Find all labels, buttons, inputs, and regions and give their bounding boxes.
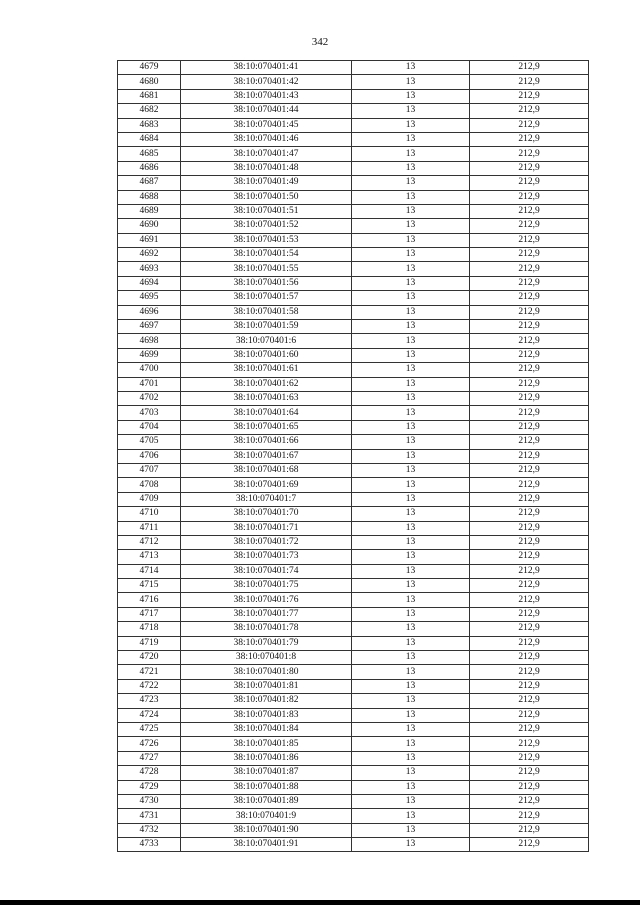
- table-row: [118, 291, 589, 305]
- area-cell: 212,9: [470, 535, 589, 549]
- area-cell: 212,9: [470, 219, 589, 233]
- row-number-cell: 4687: [118, 176, 181, 190]
- count-cell: 13: [352, 190, 470, 204]
- row-number-cell: 4727: [118, 751, 181, 765]
- cadastral-number-cell: 38:10:070401:82: [181, 694, 352, 708]
- table-row: [118, 838, 589, 852]
- table-row: [118, 161, 589, 175]
- count-cell: 13: [352, 89, 470, 103]
- table-row: [118, 262, 589, 276]
- row-number-cell: 4705: [118, 435, 181, 449]
- area-cell: 212,9: [470, 391, 589, 405]
- table-row: [118, 708, 589, 722]
- count-cell: 13: [352, 478, 470, 492]
- table-body: [118, 61, 589, 852]
- cadastral-number-cell: 38:10:070401:6: [181, 334, 352, 348]
- area-cell: 212,9: [470, 651, 589, 665]
- cadastral-number-cell: 38:10:070401:66: [181, 435, 352, 449]
- row-number-cell: 4698: [118, 334, 181, 348]
- area-cell: 212,9: [470, 449, 589, 463]
- cadastral-number-cell: 38:10:070401:54: [181, 248, 352, 262]
- table-row: [118, 665, 589, 679]
- table-row: [118, 636, 589, 650]
- count-cell: 13: [352, 636, 470, 650]
- count-cell: 13: [352, 722, 470, 736]
- cadastral-number-cell: 38:10:070401:46: [181, 132, 352, 146]
- area-cell: 212,9: [470, 377, 589, 391]
- count-cell: 13: [352, 507, 470, 521]
- area-cell: 212,9: [470, 463, 589, 477]
- table-row: [118, 391, 589, 405]
- row-number-cell: 4684: [118, 132, 181, 146]
- count-cell: 13: [352, 766, 470, 780]
- area-cell: 212,9: [470, 636, 589, 650]
- count-cell: 13: [352, 391, 470, 405]
- table-row: [118, 435, 589, 449]
- cadastral-number-cell: 38:10:070401:83: [181, 708, 352, 722]
- row-number-cell: 4732: [118, 823, 181, 837]
- count-cell: 13: [352, 550, 470, 564]
- area-cell: 212,9: [470, 737, 589, 751]
- count-cell: 13: [352, 320, 470, 334]
- count-cell: 13: [352, 291, 470, 305]
- document-table-container: [117, 60, 589, 852]
- area-cell: 212,9: [470, 233, 589, 247]
- row-number-cell: 4714: [118, 564, 181, 578]
- cadastral-number-cell: 38:10:070401:57: [181, 291, 352, 305]
- row-number-cell: 4688: [118, 190, 181, 204]
- cadastral-number-cell: 38:10:070401:47: [181, 147, 352, 161]
- count-cell: 13: [352, 161, 470, 175]
- table-row: [118, 363, 589, 377]
- cadastral-number-cell: 38:10:070401:58: [181, 305, 352, 319]
- cadastral-number-cell: 38:10:070401:89: [181, 794, 352, 808]
- table-row: [118, 751, 589, 765]
- area-cell: 212,9: [470, 492, 589, 506]
- cadastral-number-cell: 38:10:070401:65: [181, 420, 352, 434]
- cadastral-number-cell: 38:10:070401:71: [181, 521, 352, 535]
- count-cell: 13: [352, 204, 470, 218]
- count-cell: 13: [352, 233, 470, 247]
- area-cell: 212,9: [470, 406, 589, 420]
- area-cell: 212,9: [470, 521, 589, 535]
- table-row: [118, 305, 589, 319]
- row-number-cell: 4713: [118, 550, 181, 564]
- table-row: [118, 737, 589, 751]
- cadastral-number-cell: 38:10:070401:90: [181, 823, 352, 837]
- count-cell: 13: [352, 579, 470, 593]
- cadastral-number-cell: 38:10:070401:68: [181, 463, 352, 477]
- table-row: [118, 118, 589, 132]
- area-cell: 212,9: [470, 89, 589, 103]
- row-number-cell: 4706: [118, 449, 181, 463]
- table-row: [118, 190, 589, 204]
- cadastral-number-cell: 38:10:070401:63: [181, 391, 352, 405]
- count-cell: 13: [352, 708, 470, 722]
- cadastral-number-cell: 38:10:070401:8: [181, 651, 352, 665]
- cadastral-number-cell: 38:10:070401:60: [181, 348, 352, 362]
- table-row: [118, 794, 589, 808]
- table-row: [118, 809, 589, 823]
- area-cell: 212,9: [470, 780, 589, 794]
- area-cell: 212,9: [470, 708, 589, 722]
- count-cell: 13: [352, 823, 470, 837]
- table-row: [118, 622, 589, 636]
- row-number-cell: 4733: [118, 838, 181, 852]
- count-cell: 13: [352, 219, 470, 233]
- count-cell: 13: [352, 262, 470, 276]
- cadastral-number-cell: 38:10:070401:72: [181, 535, 352, 549]
- area-cell: 212,9: [470, 204, 589, 218]
- area-cell: 212,9: [470, 794, 589, 808]
- area-cell: 212,9: [470, 679, 589, 693]
- table-row: [118, 607, 589, 621]
- count-cell: 13: [352, 118, 470, 132]
- count-cell: 13: [352, 104, 470, 118]
- row-number-cell: 4720: [118, 651, 181, 665]
- row-number-cell: 4704: [118, 420, 181, 434]
- area-cell: 212,9: [470, 823, 589, 837]
- cadastral-number-cell: 38:10:070401:84: [181, 722, 352, 736]
- row-number-cell: 4695: [118, 291, 181, 305]
- count-cell: 13: [352, 794, 470, 808]
- cadastral-number-cell: 38:10:070401:86: [181, 751, 352, 765]
- row-number-cell: 4719: [118, 636, 181, 650]
- count-cell: 13: [352, 176, 470, 190]
- table-row: [118, 651, 589, 665]
- cadastral-number-cell: 38:10:070401:70: [181, 507, 352, 521]
- row-number-cell: 4683: [118, 118, 181, 132]
- cadastral-number-cell: 38:10:070401:79: [181, 636, 352, 650]
- area-cell: 212,9: [470, 320, 589, 334]
- table-row: [118, 823, 589, 837]
- area-cell: 212,9: [470, 161, 589, 175]
- row-number-cell: 4729: [118, 780, 181, 794]
- cadastral-table: [117, 60, 589, 852]
- row-number-cell: 4726: [118, 737, 181, 751]
- area-cell: 212,9: [470, 694, 589, 708]
- table-row: [118, 176, 589, 190]
- area-cell: 212,9: [470, 766, 589, 780]
- row-number-cell: 4681: [118, 89, 181, 103]
- area-cell: 212,9: [470, 262, 589, 276]
- area-cell: 212,9: [470, 291, 589, 305]
- count-cell: 13: [352, 737, 470, 751]
- area-cell: 212,9: [470, 593, 589, 607]
- row-number-cell: 4703: [118, 406, 181, 420]
- cadastral-number-cell: 38:10:070401:75: [181, 579, 352, 593]
- cadastral-number-cell: 38:10:070401:45: [181, 118, 352, 132]
- cadastral-number-cell: 38:10:070401:80: [181, 665, 352, 679]
- count-cell: 13: [352, 132, 470, 146]
- count-cell: 13: [352, 363, 470, 377]
- table-row: [118, 75, 589, 89]
- count-cell: 13: [352, 334, 470, 348]
- count-cell: 13: [352, 751, 470, 765]
- row-number-cell: 4712: [118, 535, 181, 549]
- cadastral-number-cell: 38:10:070401:76: [181, 593, 352, 607]
- table-row: [118, 507, 589, 521]
- cadastral-number-cell: 38:10:070401:7: [181, 492, 352, 506]
- area-cell: 212,9: [470, 607, 589, 621]
- cadastral-number-cell: 38:10:070401:64: [181, 406, 352, 420]
- row-number-cell: 4721: [118, 665, 181, 679]
- count-cell: 13: [352, 593, 470, 607]
- count-cell: 13: [352, 535, 470, 549]
- count-cell: 13: [352, 665, 470, 679]
- row-number-cell: 4716: [118, 593, 181, 607]
- area-cell: 212,9: [470, 622, 589, 636]
- row-number-cell: 4711: [118, 521, 181, 535]
- table-row: [118, 104, 589, 118]
- cadastral-number-cell: 38:10:070401:53: [181, 233, 352, 247]
- row-number-cell: 4679: [118, 61, 181, 75]
- count-cell: 13: [352, 61, 470, 75]
- cadastral-number-cell: 38:10:070401:87: [181, 766, 352, 780]
- area-cell: 212,9: [470, 118, 589, 132]
- cadastral-number-cell: 38:10:070401:44: [181, 104, 352, 118]
- table-row: [118, 550, 589, 564]
- row-number-cell: 4722: [118, 679, 181, 693]
- cadastral-number-cell: 38:10:070401:52: [181, 219, 352, 233]
- row-number-cell: 4692: [118, 248, 181, 262]
- row-number-cell: 4718: [118, 622, 181, 636]
- count-cell: 13: [352, 492, 470, 506]
- table-row: [118, 679, 589, 693]
- table-row: [118, 248, 589, 262]
- cadastral-number-cell: 38:10:070401:48: [181, 161, 352, 175]
- cadastral-number-cell: 38:10:070401:74: [181, 564, 352, 578]
- cadastral-number-cell: 38:10:070401:73: [181, 550, 352, 564]
- count-cell: 13: [352, 147, 470, 161]
- cadastral-number-cell: 38:10:070401:77: [181, 607, 352, 621]
- count-cell: 13: [352, 809, 470, 823]
- area-cell: 212,9: [470, 579, 589, 593]
- count-cell: 13: [352, 679, 470, 693]
- area-cell: 212,9: [470, 665, 589, 679]
- cadastral-number-cell: 38:10:070401:55: [181, 262, 352, 276]
- count-cell: 13: [352, 449, 470, 463]
- row-number-cell: 4702: [118, 391, 181, 405]
- row-number-cell: 4724: [118, 708, 181, 722]
- area-cell: 212,9: [470, 435, 589, 449]
- cadastral-number-cell: 38:10:070401:43: [181, 89, 352, 103]
- area-cell: 212,9: [470, 838, 589, 852]
- area-cell: 212,9: [470, 132, 589, 146]
- area-cell: 212,9: [470, 104, 589, 118]
- area-cell: 212,9: [470, 363, 589, 377]
- count-cell: 13: [352, 463, 470, 477]
- area-cell: 212,9: [470, 248, 589, 262]
- cadastral-number-cell: 38:10:070401:9: [181, 809, 352, 823]
- row-number-cell: 4709: [118, 492, 181, 506]
- count-cell: 13: [352, 420, 470, 434]
- area-cell: 212,9: [470, 564, 589, 578]
- table-row: [118, 406, 589, 420]
- row-number-cell: 4701: [118, 377, 181, 391]
- row-number-cell: 4715: [118, 579, 181, 593]
- cadastral-number-cell: 38:10:070401:49: [181, 176, 352, 190]
- area-cell: 212,9: [470, 420, 589, 434]
- area-cell: 212,9: [470, 334, 589, 348]
- row-number-cell: 4708: [118, 478, 181, 492]
- table-row: [118, 320, 589, 334]
- cadastral-number-cell: 38:10:070401:50: [181, 190, 352, 204]
- row-number-cell: 4725: [118, 722, 181, 736]
- table-row: [118, 219, 589, 233]
- table-row: [118, 132, 589, 146]
- area-cell: 212,9: [470, 507, 589, 521]
- table-row: [118, 780, 589, 794]
- count-cell: 13: [352, 248, 470, 262]
- count-cell: 13: [352, 75, 470, 89]
- cadastral-number-cell: 38:10:070401:51: [181, 204, 352, 218]
- cadastral-number-cell: 38:10:070401:62: [181, 377, 352, 391]
- row-number-cell: 4723: [118, 694, 181, 708]
- cadastral-number-cell: 38:10:070401:81: [181, 679, 352, 693]
- count-cell: 13: [352, 521, 470, 535]
- row-number-cell: 4691: [118, 233, 181, 247]
- row-number-cell: 4682: [118, 104, 181, 118]
- table-row: [118, 147, 589, 161]
- table-row: [118, 521, 589, 535]
- table-row: [118, 564, 589, 578]
- count-cell: 13: [352, 622, 470, 636]
- row-number-cell: 4686: [118, 161, 181, 175]
- table-row: [118, 579, 589, 593]
- area-cell: 212,9: [470, 147, 589, 161]
- area-cell: 212,9: [470, 722, 589, 736]
- table-row: [118, 722, 589, 736]
- table-row: [118, 766, 589, 780]
- row-number-cell: 4694: [118, 276, 181, 290]
- row-number-cell: 4697: [118, 320, 181, 334]
- page-number: 342: [311, 36, 329, 48]
- row-number-cell: 4685: [118, 147, 181, 161]
- table-row: [118, 463, 589, 477]
- cadastral-number-cell: 38:10:070401:85: [181, 737, 352, 751]
- count-cell: 13: [352, 406, 470, 420]
- row-number-cell: 4700: [118, 363, 181, 377]
- row-number-cell: 4730: [118, 794, 181, 808]
- count-cell: 13: [352, 348, 470, 362]
- table-row: [118, 334, 589, 348]
- count-cell: 13: [352, 838, 470, 852]
- cadastral-number-cell: 38:10:070401:88: [181, 780, 352, 794]
- count-cell: 13: [352, 607, 470, 621]
- row-number-cell: 4731: [118, 809, 181, 823]
- area-cell: 212,9: [470, 809, 589, 823]
- area-cell: 212,9: [470, 348, 589, 362]
- count-cell: 13: [352, 377, 470, 391]
- table-row: [118, 535, 589, 549]
- row-number-cell: 4717: [118, 607, 181, 621]
- row-number-cell: 4699: [118, 348, 181, 362]
- count-cell: 13: [352, 564, 470, 578]
- count-cell: 13: [352, 694, 470, 708]
- area-cell: 212,9: [470, 751, 589, 765]
- area-cell: 212,9: [470, 190, 589, 204]
- cadastral-number-cell: 38:10:070401:67: [181, 449, 352, 463]
- count-cell: 13: [352, 651, 470, 665]
- area-cell: 212,9: [470, 478, 589, 492]
- count-cell: 13: [352, 305, 470, 319]
- table-row: [118, 204, 589, 218]
- area-cell: 212,9: [470, 305, 589, 319]
- area-cell: 212,9: [470, 61, 589, 75]
- row-number-cell: 4680: [118, 75, 181, 89]
- cadastral-number-cell: 38:10:070401:78: [181, 622, 352, 636]
- table-row: [118, 478, 589, 492]
- cadastral-number-cell: 38:10:070401:42: [181, 75, 352, 89]
- row-number-cell: 4728: [118, 766, 181, 780]
- table-row: [118, 377, 589, 391]
- scan-edge-bar: [0, 900, 640, 905]
- cadastral-number-cell: 38:10:070401:61: [181, 363, 352, 377]
- table-row: [118, 233, 589, 247]
- area-cell: 212,9: [470, 75, 589, 89]
- table-row: [118, 449, 589, 463]
- table-row: [118, 593, 589, 607]
- area-cell: 212,9: [470, 276, 589, 290]
- cadastral-number-cell: 38:10:070401:69: [181, 478, 352, 492]
- table-row: [118, 89, 589, 103]
- table-row: [118, 276, 589, 290]
- table-row: [118, 61, 589, 75]
- row-number-cell: 4690: [118, 219, 181, 233]
- table-row: [118, 492, 589, 506]
- area-cell: 212,9: [470, 176, 589, 190]
- row-number-cell: 4689: [118, 204, 181, 218]
- row-number-cell: 4707: [118, 463, 181, 477]
- row-number-cell: 4693: [118, 262, 181, 276]
- count-cell: 13: [352, 276, 470, 290]
- row-number-cell: 4696: [118, 305, 181, 319]
- cadastral-number-cell: 38:10:070401:41: [181, 61, 352, 75]
- cadastral-number-cell: 38:10:070401:59: [181, 320, 352, 334]
- row-number-cell: 4710: [118, 507, 181, 521]
- count-cell: 13: [352, 780, 470, 794]
- area-cell: 212,9: [470, 550, 589, 564]
- table-row: [118, 420, 589, 434]
- cadastral-number-cell: 38:10:070401:91: [181, 838, 352, 852]
- table-row: [118, 694, 589, 708]
- table-row: [118, 348, 589, 362]
- count-cell: 13: [352, 435, 470, 449]
- cadastral-number-cell: 38:10:070401:56: [181, 276, 352, 290]
